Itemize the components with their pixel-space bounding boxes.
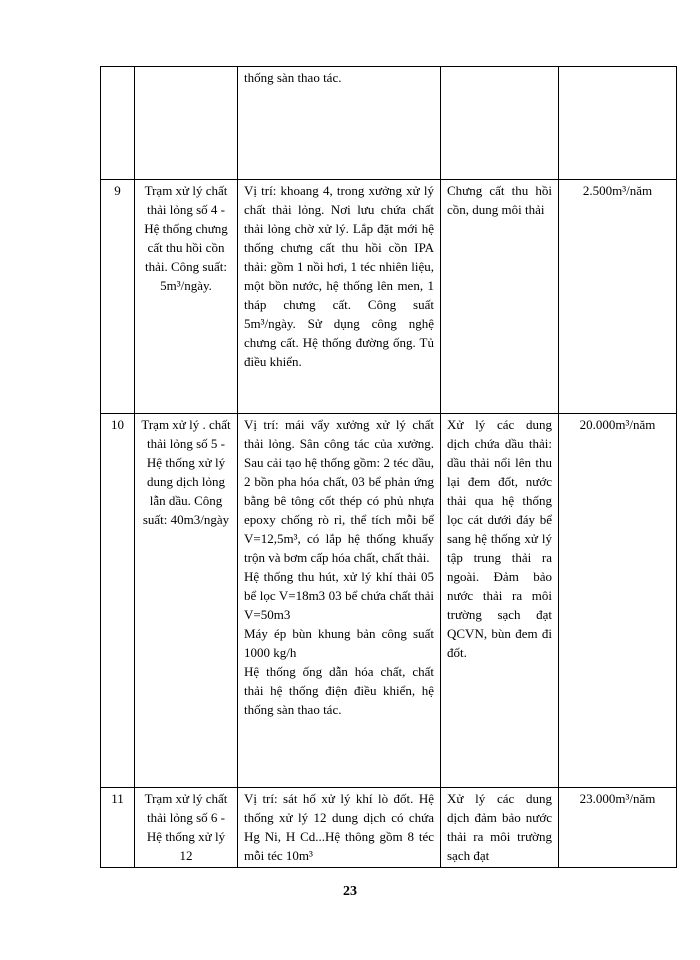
description-paragraph: Hệ thống ống dẫn hóa chất, chất thải hệ thống điện điều khiển, hệ thống sàn thao tác. [244, 664, 434, 717]
station-function: Xử lý các dung dịch đảm bảo nước thải ra môi trường sạch đạt [441, 788, 559, 868]
description-paragraph: Vị trí: mái vẩy xưởng xử lý chất thải lỏng. Sân công tác của xưởng. Sau cải tạo hệ thống gồm: 2 téc dầu, 2 bồn pha hóa chất, 03 bể phản ứng bằng bê tông cốt thép có phủ nhựa epoxy chống rò rỉ, thể tích mỗi bể V=12,5m³, có lắp hệ thống khuấy trộn và bơm cấp hóa chất, chất thải. [244, 417, 434, 565]
station-name: Trạm xử lý . chất thải lỏng số 5 - Hệ thống xử lý dung dịch lỏng lẫn dầu. Công suất: 40m3/ngày [135, 414, 238, 788]
row-number: 9 [101, 180, 135, 414]
page-number: 23 [343, 884, 357, 899]
table-row [101, 414, 677, 788]
station-capacity: 23.000m³/năm [559, 788, 677, 868]
station-description [238, 67, 441, 180]
station-description [238, 788, 441, 868]
station-function: Chưng cất thu hồi cồn, dung môi thải [441, 180, 559, 414]
row-number: 10 [101, 414, 135, 788]
station-name: Trạm xử lý chất thải lỏng số 4 - Hệ thống chưng cất thu hồi cồn thải. Công suất: 5m³/ngày. [135, 180, 238, 414]
table-row [101, 788, 677, 868]
station-name [135, 67, 238, 180]
description-paragraph: thống sàn thao tác. [244, 70, 342, 85]
station-description [238, 180, 441, 414]
description-paragraph: Máy ép bùn khung bản công suất 1000 kg/h [244, 626, 434, 660]
station-description [238, 414, 441, 788]
station-capacity [559, 67, 677, 180]
description-paragraph: Vị trí: sát hố xử lý khí lò đốt. Hệ thống xử lý 12 dung dịch có chứa Hg Ni, H Cd...Hệ thông gồm 8 téc mỗi téc 10m³ [244, 791, 434, 863]
equipment-table [100, 66, 677, 868]
station-name: Trạm xử lý chất thải lỏng số 6 - Hệ thống xử lý 12 [135, 788, 238, 868]
row-number [101, 67, 135, 180]
description-paragraph: Vị trí: khoang 4, trong xưởng xử lý chất thải lỏng. Nơi lưu chứa chất thải lỏng chờ xử lý. Lắp đặt mới hệ thống chưng cất thu hồi cồn IPA thải: gồm 1 nồi hơi, 1 téc nhiên liệu, một bồn nước, hệ thống lên men, 1 tháp chưng cất. Công suất 5m³/ngày. Sử dụng công nghệ chưng cất. Hệ thống đường ống. Tủ điều khiển. [244, 183, 434, 369]
station-capacity: 20.000m³/năm [559, 414, 677, 788]
table-row [101, 180, 677, 414]
description-paragraph: Hệ thống thu hút, xử lý khí thải 05 bể lọc V=18m3 03 bể chứa chất thải V=50m3 [244, 569, 434, 622]
table-row [101, 67, 677, 180]
row-number: 11 [101, 788, 135, 868]
station-capacity: 2.500m³/năm [559, 180, 677, 414]
station-function: Xử lý các dung dịch chứa dầu thải: dầu thải nổi lên thu lại đem đốt, nước thải qua hệ thống lọc cát dưới đáy bể sang hệ thống xử lý tập trung thải ra ngoài. Đảm bảo nước thải ra môi trường sạch đạt QCVN, bùn đem đi đốt. [441, 414, 559, 788]
station-function [441, 67, 559, 180]
